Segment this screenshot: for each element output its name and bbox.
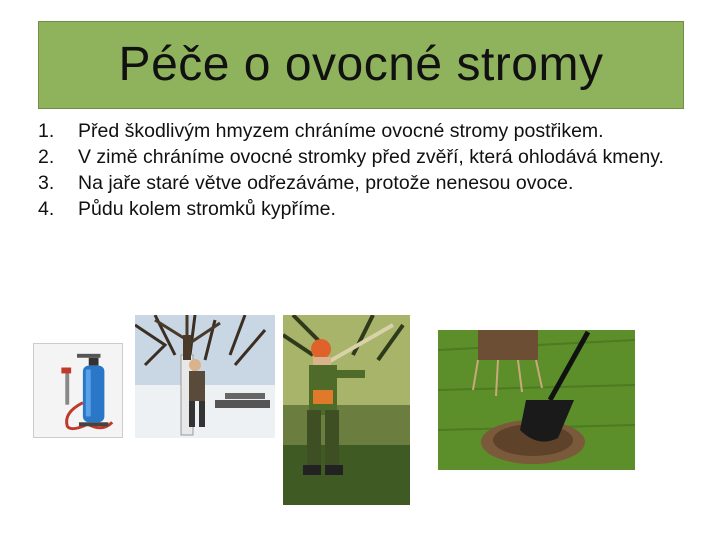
- shovel-soil-icon: [438, 330, 635, 470]
- page-title: Péče o ovocné stromy: [118, 38, 604, 91]
- care-list: [38, 118, 688, 222]
- list-item-number: 4.: [38, 198, 55, 220]
- list-item-number: 2.: [38, 146, 55, 168]
- title-banner: [38, 21, 684, 109]
- winter-tree-icon: [135, 315, 275, 438]
- list-item-number: 1.: [38, 120, 55, 142]
- list-item: [38, 118, 688, 144]
- pruning-worker-icon: [283, 315, 410, 505]
- list-item-text: Před škodlivým hmyzem chráníme ovocné stromy postřikem.: [78, 120, 604, 142]
- list-item: [38, 144, 688, 170]
- sprayer-icon: [33, 343, 123, 438]
- list-item-number: 3.: [38, 172, 55, 194]
- list-item-text: Na jaře staré větve odřezáváme, protože nenesou ovoce.: [78, 172, 574, 194]
- list-item-text: V zimě chráníme ovocné stromky před zvěří, která ohlodává kmeny.: [78, 146, 664, 168]
- list-item: [38, 196, 688, 222]
- list-item-text: Půdu kolem stromků kypříme.: [78, 198, 336, 220]
- list-item: [38, 170, 688, 196]
